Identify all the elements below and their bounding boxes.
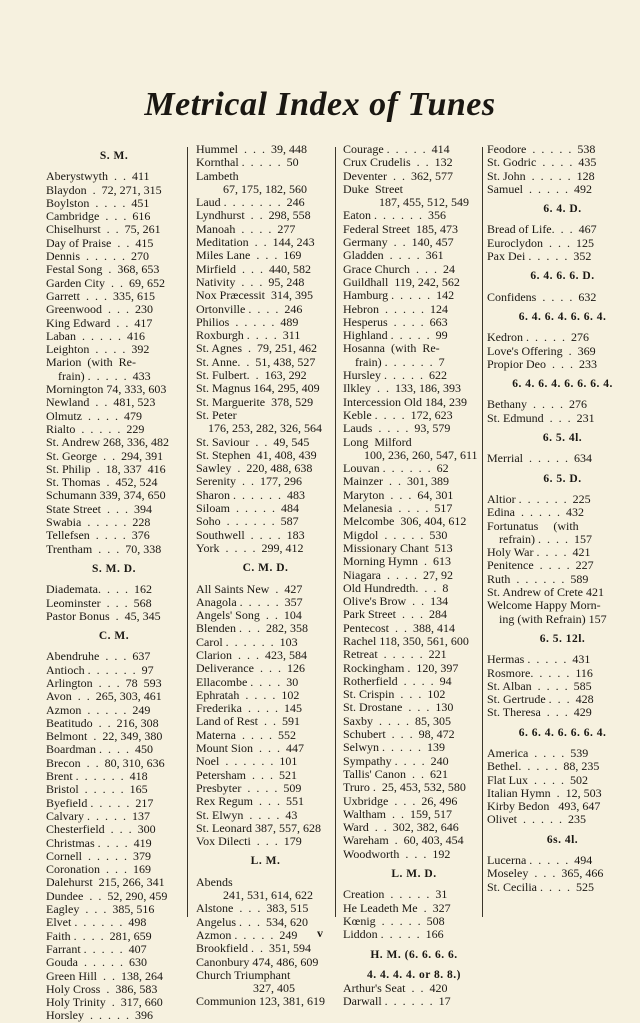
tune-entry: Confidens . . . . 632 bbox=[487, 289, 597, 304]
tune-entry: Manoah . . . . 277 bbox=[196, 221, 296, 236]
tune-entry: Kirby Bedon 493, 647 bbox=[487, 799, 601, 814]
tune-entry: 187, 455, 512, 549 bbox=[343, 195, 469, 210]
section-heading: 6. 5. 12l. bbox=[539, 632, 586, 645]
tune-entry: Missionary Chant 513 bbox=[343, 540, 453, 555]
tune-entry: Rex Regum . . . 551 bbox=[196, 794, 304, 809]
tune-entry: Hermas . . . . . 431 bbox=[487, 652, 591, 667]
tune-entry: St. John . . . . . 128 bbox=[487, 168, 595, 183]
tune-entry: St. Saviour . . 49, 545 bbox=[196, 434, 310, 449]
tune-entry: Frederika . . . . 145 bbox=[196, 701, 302, 716]
tune-entry: Deventer . . 362, 577 bbox=[343, 168, 453, 183]
section-heading: L. M. D. bbox=[391, 868, 437, 881]
tune-entry: York . . . . 299, 412 bbox=[196, 540, 304, 555]
tune-entry: Merrial . . . . . 634 bbox=[487, 451, 592, 466]
tune-entry: Bread of Life. . . 467 bbox=[487, 222, 597, 237]
tune-entry: Calvary . . . . . 137 bbox=[46, 808, 150, 823]
tune-entry: Germany . . 140, 457 bbox=[343, 235, 454, 250]
page-number: v bbox=[317, 926, 323, 940]
tune-entry: Pentecost . . 388, 414 bbox=[343, 620, 455, 635]
tune-entry: Dalehurst 215, 266, 341 bbox=[46, 875, 165, 890]
tune-entry: Saxby . . . . 85, 305 bbox=[343, 713, 451, 728]
tune-entry: Fortunatus (with bbox=[487, 518, 579, 533]
tune-entry: Eagley . . . 385, 516 bbox=[46, 902, 155, 917]
tune-entry: Lucerna . . . . . 494 bbox=[487, 853, 593, 868]
tune-entry: St. Alban . . . . 585 bbox=[487, 678, 592, 693]
tune-entry: Kornthal . . . . . 50 bbox=[196, 155, 299, 170]
tune-entry: Lyndhurst . . 298, 558 bbox=[196, 208, 311, 223]
tune-entry: 241, 531, 614, 622 bbox=[196, 888, 313, 903]
tune-entry: Tellefsen . . . . 376 bbox=[46, 528, 150, 543]
tune-entry: Holy Cross . 386, 583 bbox=[46, 981, 158, 996]
index-column-2 bbox=[192, 143, 335, 1009]
tune-entry: Highland . . . . . 99 bbox=[343, 328, 448, 343]
section-heading: L. M. bbox=[250, 855, 281, 868]
tune-entry: Lauds . . . . 93, 579 bbox=[343, 421, 451, 436]
tune-entry: Morning Hymn . 613 bbox=[343, 554, 451, 569]
tune-entry: Ortonville . . . . 246 bbox=[196, 301, 303, 316]
tune-entry: Old Hundredth. . . 8 bbox=[343, 580, 449, 595]
index-columns bbox=[42, 143, 622, 1023]
tune-entry: Intercession Old 184, 239 bbox=[343, 394, 467, 409]
tune-entry: Aberystwyth . . 411 bbox=[46, 169, 150, 184]
tune-entry: Garrett . . . 335, 615 bbox=[46, 288, 155, 303]
tune-entry: St. Andrew of Crete 421 bbox=[487, 585, 604, 600]
section-heading: 6. 4. 6. 4. 6. 6. 4. bbox=[518, 310, 607, 323]
tune-entry: Ellacombe . . . . 30 bbox=[196, 674, 299, 689]
tune-entry: 100, 236, 260, 547, 611 bbox=[343, 447, 478, 462]
tune-entry: ing (with Refrain) 157 bbox=[487, 611, 607, 626]
tune-entry: Holy Trinity . 317, 660 bbox=[46, 995, 163, 1010]
tune-entry: St. Andrew 268, 336, 482 bbox=[46, 435, 169, 450]
tune-entry: Maryton . . . 64, 301 bbox=[343, 487, 454, 502]
tune-entry: St. Magnus 164, 295, 409 bbox=[196, 381, 320, 396]
tune-entry: Italian Hymn . 12, 503 bbox=[487, 785, 602, 800]
tune-entry: State Street . . . 394 bbox=[46, 501, 152, 516]
tune-entry: Gouda . . . . . 630 bbox=[46, 955, 147, 970]
tune-entry: Love's Offering . 369 bbox=[487, 343, 596, 358]
tune-entry: Mornington 74, 333, 603 bbox=[46, 382, 167, 397]
tune-entry: Olivet . . . . . 235 bbox=[487, 812, 586, 827]
tune-entry: Abends bbox=[196, 874, 233, 889]
tune-entry: Feodore . . . . . 538 bbox=[487, 143, 596, 156]
tune-entry: Mount Sion . . . 447 bbox=[196, 741, 305, 756]
tune-entry: St. Drostane . . . 130 bbox=[343, 700, 454, 715]
tune-entry: Migdol . . . . . 530 bbox=[343, 527, 448, 542]
tune-entry: Beatitudo . . 216, 308 bbox=[46, 715, 159, 730]
tune-entry: Nativity . . . 95, 248 bbox=[196, 274, 305, 289]
tune-entry: Antioch . . . . . . 97 bbox=[46, 662, 154, 677]
tune-entry: Meditation . . 144, 243 bbox=[196, 235, 315, 250]
tune-entry: Serenity . . 177, 296 bbox=[196, 474, 302, 489]
tune-entry: Uxbridge . . . 26, 496 bbox=[343, 793, 458, 808]
tune-entry: Arlington . . . 78 593 bbox=[46, 675, 162, 690]
tune-entry: St. Edmund . . . 231 bbox=[487, 410, 595, 425]
tune-entry: St. Godric . . . . 435 bbox=[487, 155, 597, 170]
tune-entry: Rachel 118, 350, 561, 600 bbox=[343, 633, 469, 648]
tune-entry: St. Stephen 41, 408, 439 bbox=[196, 447, 317, 462]
tune-entry: Philios . . . . . 489 bbox=[196, 314, 299, 329]
tune-entry: Olmutz . . . . 479 bbox=[46, 408, 142, 423]
tune-entry: Cambridge . . . 616 bbox=[46, 209, 151, 224]
tune-entry: Schubert . . . 98, 472 bbox=[343, 727, 455, 742]
tune-entry: Festal Song . 368, 653 bbox=[46, 262, 160, 277]
tune-entry: Newland . . 481, 523 bbox=[46, 395, 156, 410]
tune-entry: Truro . 25, 453, 532, 580 bbox=[343, 780, 466, 795]
tune-entry: Rotherfield . . . . 94 bbox=[343, 673, 452, 688]
tune-entry: Eaton . . . . . . 356 bbox=[343, 208, 446, 223]
section-heading: 6. 4. 6. 6. D. bbox=[530, 270, 595, 283]
tune-entry: Land of Rest . . 591 bbox=[196, 714, 300, 729]
tune-entry: St. Gertrude . . . 428 bbox=[487, 692, 594, 707]
tune-entry: Welcome Happy Morn- bbox=[487, 598, 601, 613]
tune-entry: Siloam . . . . . 484 bbox=[196, 501, 300, 516]
tune-entry: Brecon . . 80, 310, 636 bbox=[46, 755, 165, 770]
tune-entry: Day of Praise . . 415 bbox=[46, 235, 154, 250]
tune-entry: Swabia . . . . . 228 bbox=[46, 515, 151, 530]
tune-entry: Bethel. . . . . 88, 235 bbox=[487, 759, 600, 774]
tune-entry: All Saints New . 427 bbox=[196, 581, 303, 596]
tune-entry: Presbyter . . . . 509 bbox=[196, 780, 302, 795]
tune-entry: Dundee . . 52, 290, 459 bbox=[46, 888, 168, 903]
tune-entry: Mirfield . . . 440, 582 bbox=[196, 261, 311, 276]
index-column-4 bbox=[486, 143, 638, 894]
tune-entry: Boardman . . . . 450 bbox=[46, 742, 153, 757]
tune-entry: Hesperus . . . . 663 bbox=[343, 314, 448, 329]
tune-entry: Gladden . . . . 361 bbox=[343, 248, 444, 263]
tune-entry: St. Peter bbox=[196, 407, 237, 422]
tune-entry: Soho . . . . . . 587 bbox=[196, 514, 299, 529]
column-divider bbox=[187, 147, 188, 917]
tune-entry: Woodworth . . . 192 bbox=[343, 846, 451, 861]
tune-entry: Farrant . . . . . 407 bbox=[46, 941, 147, 956]
tune-entry: Creation . . . . . 31 bbox=[343, 887, 448, 902]
tune-entry: frain) . . . . . 433 bbox=[46, 368, 151, 383]
section-heading: S. M. D. bbox=[92, 562, 136, 575]
tune-entry: St. Philip . 18, 337 416 bbox=[46, 461, 166, 476]
tune-entry: Penitence . . . . 227 bbox=[487, 558, 594, 573]
tune-entry: Leighton . . . . 392 bbox=[46, 342, 150, 357]
tune-entry: Edina . . . . . 432 bbox=[487, 505, 584, 520]
tune-entry: Angelus . . . 534, 620 bbox=[196, 914, 308, 929]
tune-entry: Chesterfield . . . 300 bbox=[46, 822, 156, 837]
page-title: Metrical Index of Tunes bbox=[144, 86, 496, 123]
tune-entry: Selwyn . . . . . 139 bbox=[343, 740, 445, 755]
section-heading: 6. 4. 6. 4. 6. 6. 6. 4. bbox=[512, 378, 613, 391]
tune-entry: Altior . . . . . . 225 bbox=[487, 491, 591, 506]
tune-entry: Leominster . . . 568 bbox=[46, 595, 152, 610]
tune-entry: King Edward . . 417 bbox=[46, 315, 153, 330]
tune-entry: Tallis' Canon . . 621 bbox=[343, 766, 448, 781]
tune-entry: Ward . . 302, 382, 646 bbox=[343, 820, 459, 835]
tune-entry: Church Triumphant bbox=[196, 967, 291, 982]
tune-entry: Hamburg . . . . . 142 bbox=[343, 288, 455, 303]
tune-entry: Chiselhurst . . 75, 261 bbox=[46, 222, 161, 237]
tune-entry: Propior Deo . . . 233 bbox=[487, 356, 597, 371]
tune-entry: Greenwood . . . 230 bbox=[46, 302, 153, 317]
tune-entry: Long Milford bbox=[343, 434, 412, 449]
column-divider bbox=[482, 147, 483, 917]
tune-entry: Horsley . . . . . 396 bbox=[46, 1008, 153, 1023]
tune-entry: Rialto . . . . . 229 bbox=[46, 421, 145, 436]
tune-entry: Sharon . . . . . . 483 bbox=[196, 487, 305, 502]
tune-entry: Sympathy . . . . 240 bbox=[343, 753, 449, 768]
tune-entry: Vox Dilecti . . . 179 bbox=[196, 834, 302, 849]
section-heading: C. M. bbox=[98, 630, 130, 643]
tune-entry: Courage . . . . . 414 bbox=[343, 143, 450, 156]
tune-entry: Alstone . . . 383, 515 bbox=[196, 901, 309, 916]
section-heading: S. M. bbox=[99, 150, 129, 162]
tune-entry: Christmas . . . . 419 bbox=[46, 835, 152, 850]
tune-entry: frain) . . . . . . 7 bbox=[343, 354, 445, 369]
tune-entry: Sawley . 220, 488, 638 bbox=[196, 461, 313, 476]
tune-entry: Lambeth bbox=[196, 168, 239, 183]
tune-entry: Dennis . . . . . 270 bbox=[46, 249, 149, 264]
section-heading: C. M. D. bbox=[242, 562, 289, 575]
tune-entry: Angels' Song . . 104 bbox=[196, 608, 302, 623]
tune-entry: Carol . . . . . . 103 bbox=[196, 634, 298, 649]
tune-entry: Brookfield . . 351, 594 bbox=[196, 941, 311, 956]
tune-entry: Trentham . . . 70, 338 bbox=[46, 541, 162, 556]
tune-entry: America . . . . 539 bbox=[487, 745, 589, 760]
tune-entry: Waltham . . 159, 517 bbox=[343, 806, 453, 821]
tune-entry: Azmon . . . . . 249 bbox=[196, 927, 298, 942]
tune-entry: Petersham . . . 521 bbox=[196, 767, 297, 782]
tune-entry: Materna . . . . 552 bbox=[196, 727, 296, 742]
tune-entry: Duke Street bbox=[343, 181, 403, 196]
tune-entry: Guildhall 119, 242, 562 bbox=[343, 274, 460, 289]
tune-entry: Wareham . 60, 403, 454 bbox=[343, 833, 464, 848]
tune-entry: Avon . . 265, 303, 461 bbox=[46, 689, 162, 704]
tune-entry: Abendruhe . . . 637 bbox=[46, 649, 151, 664]
tune-entry: Brent . . . . . . 418 bbox=[46, 769, 148, 784]
tune-entry: St. Leonard 387, 557, 628 bbox=[196, 820, 321, 835]
tune-entry: Blenden . . . 282, 358 bbox=[196, 621, 308, 636]
tune-entry: Hursley . . . . . 622 bbox=[343, 368, 447, 383]
tune-entry: Mainzer . . 301, 389 bbox=[343, 474, 449, 489]
tune-entry: Rockingham . 120, 397 bbox=[343, 660, 459, 675]
tune-entry: Azmon . . . . . 249 bbox=[46, 702, 151, 717]
tune-entry: St. Cecilia . . . . 525 bbox=[487, 879, 594, 894]
tune-entry: Kœnig . . . . . 508 bbox=[343, 913, 445, 928]
tune-entry: St. Agnes . 79, 251, 462 bbox=[196, 341, 318, 356]
tune-entry: Boylston . . . . 451 bbox=[46, 195, 150, 210]
tune-entry: Hosanna (with Re- bbox=[343, 341, 440, 356]
tune-entry: Bristol . . . . . 165 bbox=[46, 782, 148, 797]
tune-entry: Belmont . 22, 349, 380 bbox=[46, 729, 163, 744]
section-heading: H. M. (6. 6. 6. 6. bbox=[370, 948, 458, 961]
tune-entry: Elvet . . . . . . 498 bbox=[46, 915, 147, 930]
tune-entry: Schumann 339, 374, 650 bbox=[46, 488, 166, 503]
tune-entry: Ruth . . . . . . 589 bbox=[487, 571, 589, 586]
index-column-3 bbox=[339, 143, 485, 1009]
tune-entry: Pastor Bonus . 45, 345 bbox=[46, 608, 161, 623]
tune-entry: Blaydon . 72, 271, 315 bbox=[46, 182, 162, 197]
tune-entry: Arthur's Seat . . 420 bbox=[343, 981, 448, 996]
tune-entry: Melanesia . . . . 517 bbox=[343, 501, 453, 516]
tune-entry: Roxburgh . . . . 311 bbox=[196, 328, 301, 343]
tune-entry: Garden City . . 69, 652 bbox=[46, 275, 165, 290]
section-heading: 4. 4. 4. 4. or 8. 8.) bbox=[367, 968, 461, 981]
tune-entry: Samuel . . . . . 492 bbox=[487, 181, 592, 196]
tune-entry: Niagara . . . . 27, 92 bbox=[343, 567, 453, 582]
tune-entry: Laban . . . . . 416 bbox=[46, 328, 145, 343]
tune-entry: Byefield . . . . . 217 bbox=[46, 795, 154, 810]
section-heading: 6s. 4l. bbox=[546, 833, 579, 846]
tune-entry: Flat Lux . . . . 502 bbox=[487, 772, 588, 787]
tune-entry: Cornell . . . . . 379 bbox=[46, 848, 151, 863]
tune-entry: St. Anne. . 51, 438, 527 bbox=[196, 354, 316, 369]
tune-entry: Hebron . . . . . 124 bbox=[343, 301, 448, 316]
tune-entry: Crux Crudelis . . 132 bbox=[343, 155, 453, 170]
tune-entry: Bethany . . . . 276 bbox=[487, 397, 587, 412]
tune-entry: Noel . . . . . . 101 bbox=[196, 754, 298, 769]
section-heading: 6. 5. 4l. bbox=[542, 432, 583, 445]
tune-entry: Olive's Brow . . 134 bbox=[343, 594, 449, 609]
section-heading: 6. 4. D. bbox=[543, 203, 582, 216]
tune-entry: Holy War . . . . 421 bbox=[487, 545, 591, 560]
section-heading: 6. 5. D. bbox=[543, 472, 582, 485]
tune-entry: Green Hill . . 138, 264 bbox=[46, 968, 163, 983]
tune-entry: Hummel . . . 39, 448 bbox=[196, 143, 307, 156]
tune-entry: Euroclydon . . . 125 bbox=[487, 235, 594, 250]
tune-entry: Moseley . . . 365, 466 bbox=[487, 866, 604, 881]
tune-entry: St. Theresa . . . 429 bbox=[487, 705, 592, 720]
tune-entry: Ilkley . . 133, 186, 393 bbox=[343, 381, 461, 396]
section-heading: 6. 6. 4. 6. 6. 6. 4. bbox=[518, 726, 607, 739]
tune-entry: St. Crispin . . . 102 bbox=[343, 687, 446, 702]
tune-entry: He Leadeth Me . 327 bbox=[343, 900, 451, 915]
tune-entry: St. Marguerite 378, 529 bbox=[196, 394, 314, 409]
tune-entry: 176, 253, 282, 326, 564 bbox=[196, 421, 322, 436]
tune-entry: St. Thomas . 452, 524 bbox=[46, 475, 158, 490]
tune-entry: Coronation . . . 169 bbox=[46, 862, 151, 877]
tune-entry: Rosmore. . . . . 116 bbox=[487, 665, 593, 680]
tune-entry: refrain) . . . . 157 bbox=[487, 531, 592, 546]
tune-entry: Ephratah . . . . 102 bbox=[196, 687, 300, 702]
tune-entry: Keble . . . . 172, 623 bbox=[343, 407, 453, 422]
tune-entry: Laud . . . . . . . 246 bbox=[196, 195, 305, 210]
tune-entry: Miles Lane . . . 169 bbox=[196, 248, 302, 263]
tune-entry: 327, 405 bbox=[196, 981, 295, 996]
tune-entry: Park Street . . . 284 bbox=[343, 607, 447, 622]
tune-entry: Clarion . . . 423, 584 bbox=[196, 647, 307, 662]
tune-entry: Grace Church . . . 24 bbox=[343, 261, 455, 276]
tune-entry: Kedron . . . . . 276 bbox=[487, 330, 589, 345]
tune-entry: 67, 175, 182, 560 bbox=[196, 181, 307, 196]
tune-entry: Pax Dei . . . . . 352 bbox=[487, 249, 592, 264]
tune-entry: Diademata. . . . 162 bbox=[46, 582, 152, 597]
tune-entry: Canonbury 474, 486, 609 bbox=[196, 954, 319, 969]
tune-entry: Faith . . . . 281, 659 bbox=[46, 928, 152, 943]
tune-entry: Retreat . . . . . 221 bbox=[343, 647, 447, 662]
tune-entry: Marion (with Re- bbox=[46, 355, 136, 370]
tune-entry: Melcombe 306, 404, 612 bbox=[343, 514, 467, 529]
tune-entry: Liddon . . . . . 166 bbox=[343, 927, 444, 942]
tune-entry: Louvan . . . . . . 62 bbox=[343, 461, 449, 476]
tune-entry: St. Elwyn . . . . 43 bbox=[196, 807, 298, 822]
tune-entry: St. Fulbert. . 163, 292 bbox=[196, 368, 307, 383]
column-divider bbox=[335, 147, 336, 917]
tune-entry: Anagola . . . . . 357 bbox=[196, 594, 303, 609]
tune-entry: Federal Street 185, 473 bbox=[343, 221, 458, 236]
index-column-1 bbox=[42, 143, 182, 1023]
tune-entry: Southwell . . . . 183 bbox=[196, 527, 305, 542]
tune-entry: St. George . . 294, 391 bbox=[46, 448, 164, 463]
tune-entry: Darwall . . . . . . 17 bbox=[343, 994, 451, 1009]
tune-entry: Deliverance . . . 126 bbox=[196, 661, 305, 676]
tune-entry: Nox Præcessit 314, 395 bbox=[196, 288, 313, 303]
tune-entry: Communion 123, 381, 619 bbox=[196, 994, 326, 1009]
